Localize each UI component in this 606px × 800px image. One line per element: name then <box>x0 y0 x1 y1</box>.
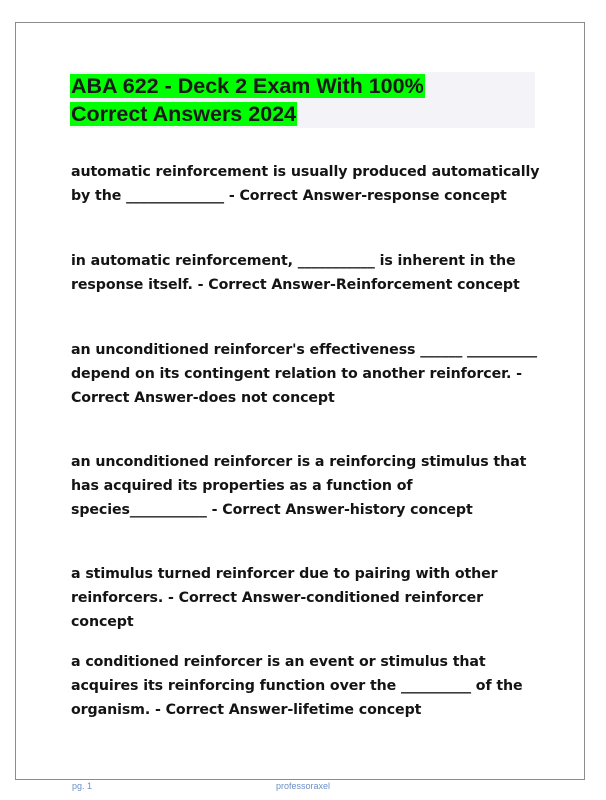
page-number: pg. 1 <box>72 781 93 791</box>
document-title <box>70 72 535 128</box>
qa-item: a conditioned reinforcer is an event or stimulus that acquires its reinforcing function over the __________ of the organism. - Correct Answer-lifetime concept <box>71 654 523 718</box>
qa-item: an unconditioned reinforcer is a reinforcing stimulus that has acquired its properties as a function of species___________ - Correct Answer-history concept <box>71 454 527 518</box>
qa-item: automatic reinforcement is usually produced automatically by the ______________ - Correct Answer-response concept <box>71 164 540 204</box>
title-block <box>70 72 535 128</box>
qa-item: in automatic reinforcement, ___________ is inherent in the response itself. - Correct Answer-Reinforcement concept <box>71 253 520 293</box>
qa-item: a stimulus turned reinforcer due to pairing with other reinforcers. - Correct Answer-conditioned reinforcer concept <box>71 566 498 630</box>
title-line-1: ABA 622 - Deck 2 Exam With 100% <box>71 74 424 98</box>
qa-item: an unconditioned reinforcer's effectiveness ______ __________ depend on its contingent relation to another reinforcer. - Correct Answer-does not concept <box>71 342 537 406</box>
title-line-2: Correct Answers 2024 <box>71 102 297 126</box>
footer-author: professoraxel <box>276 781 331 791</box>
